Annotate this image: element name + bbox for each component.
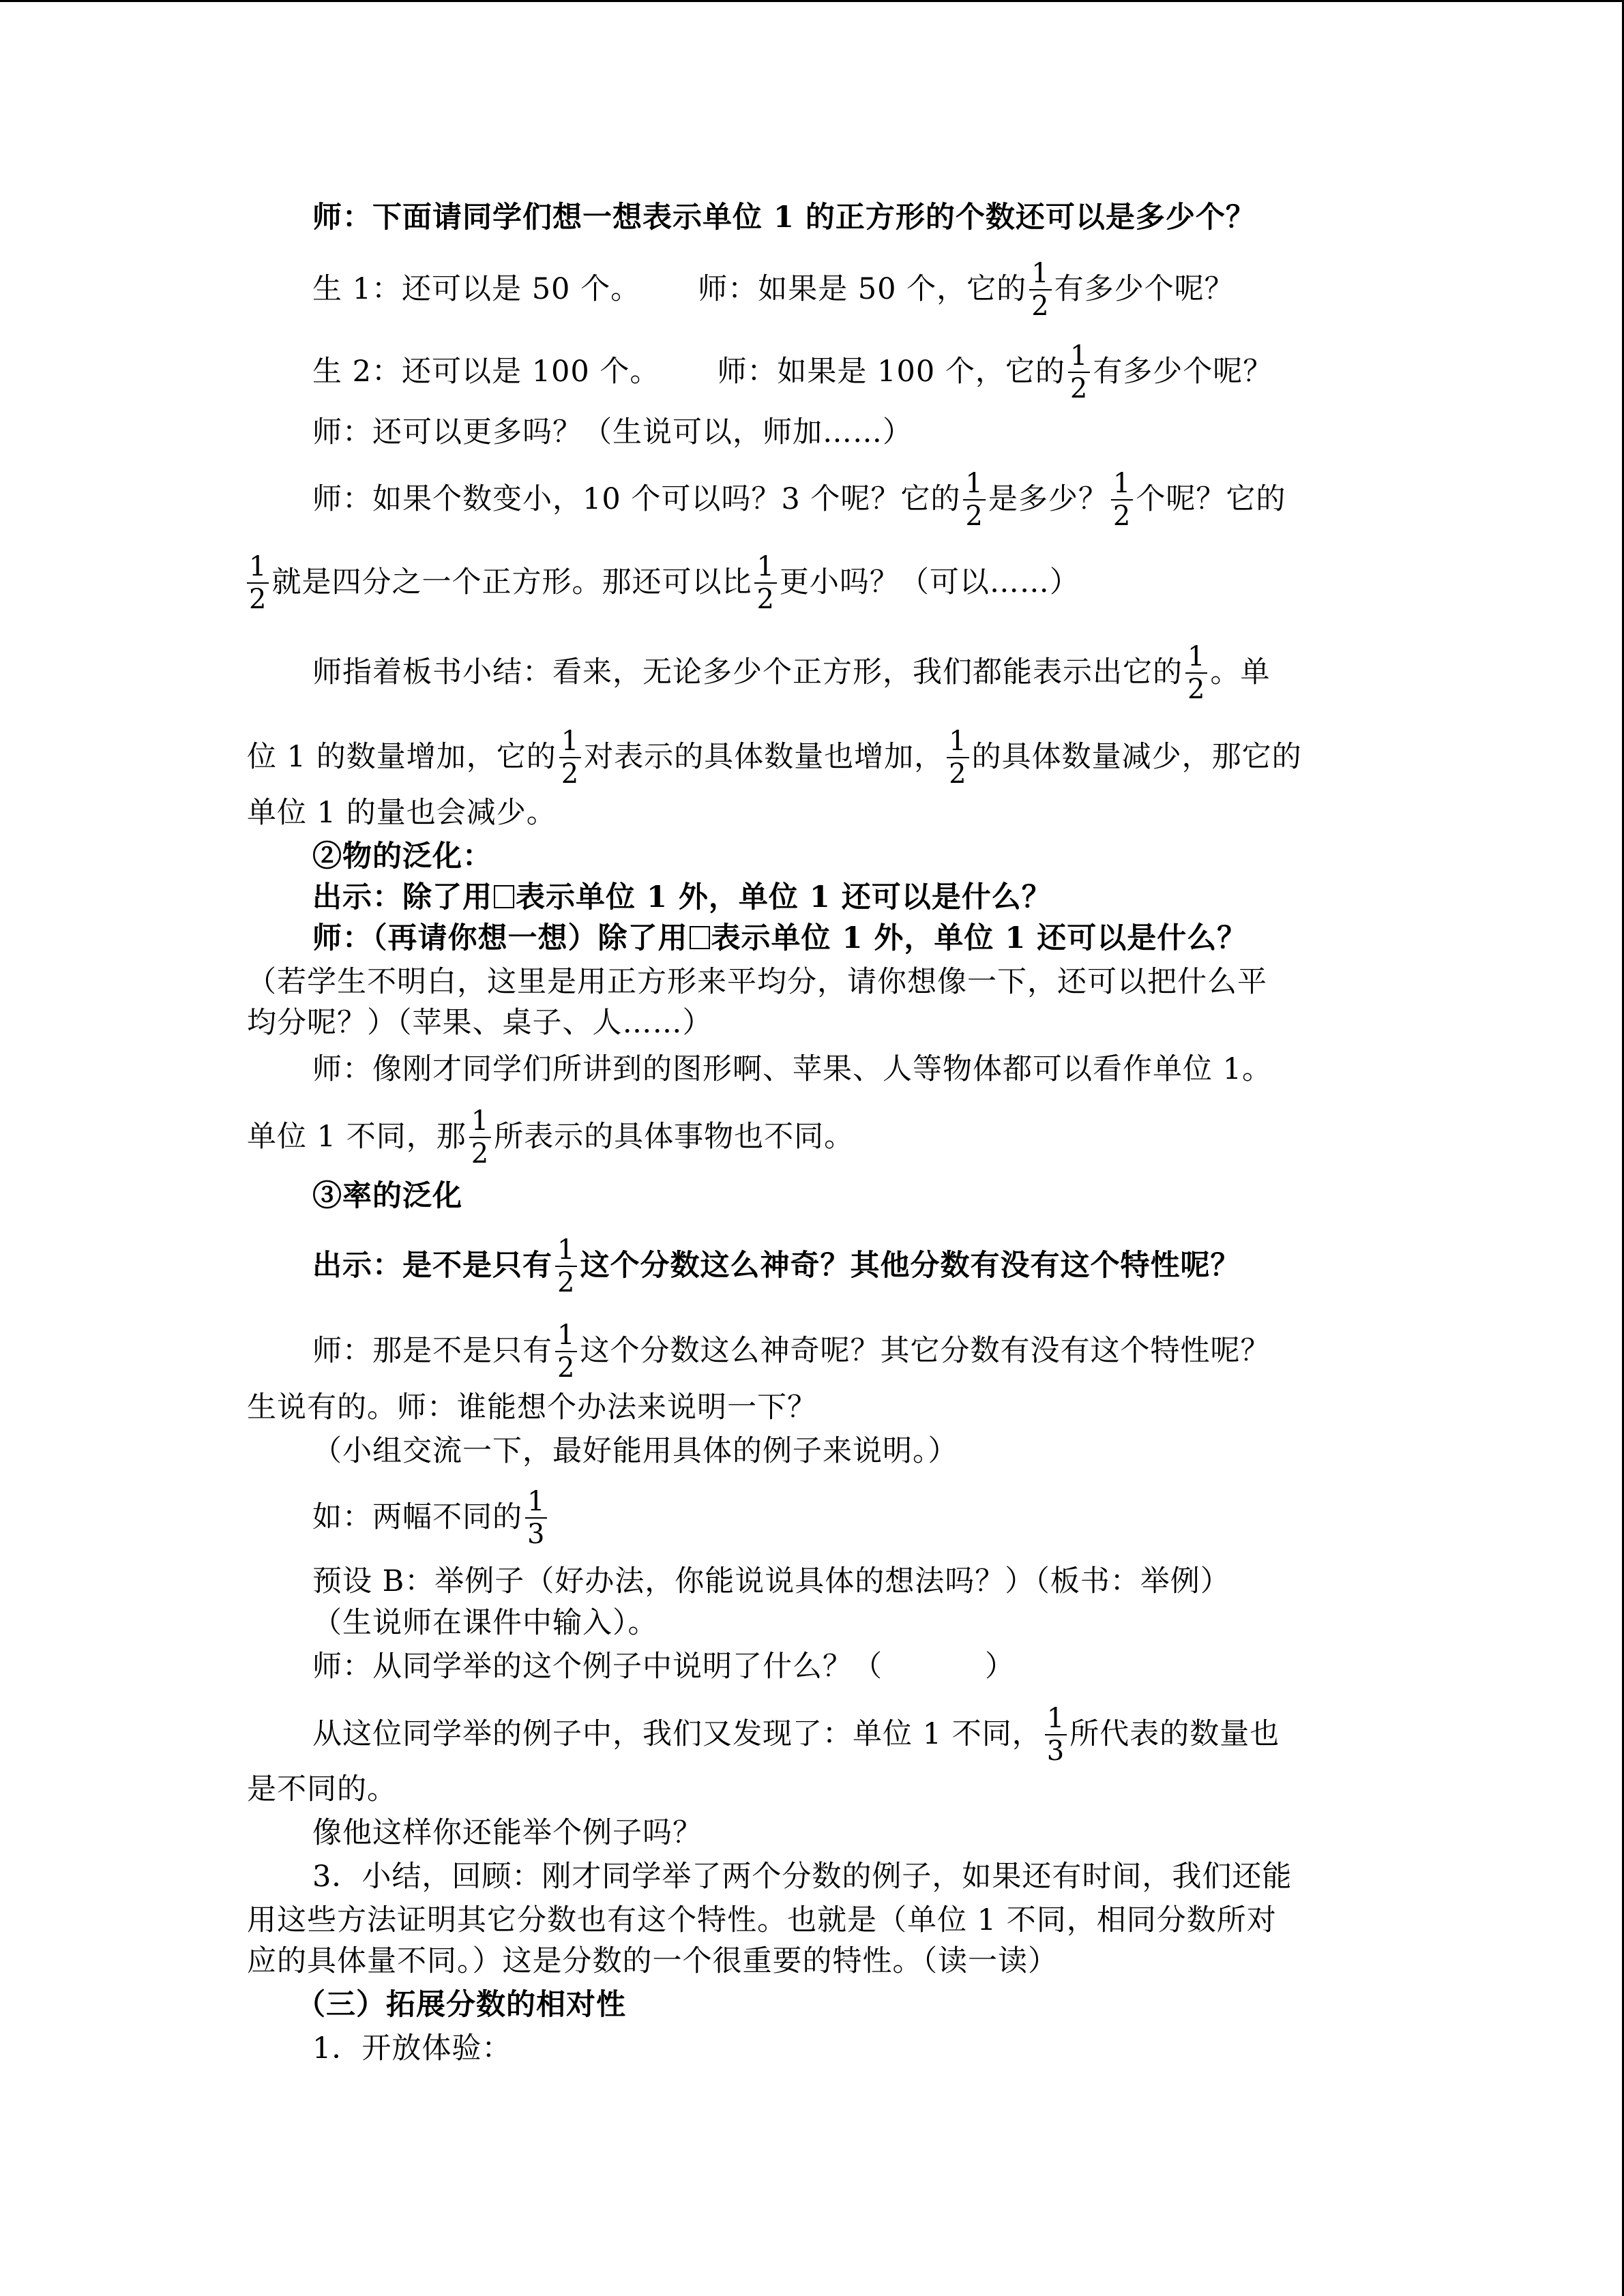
text: 3．小结，回顾：刚才同学举了两个分数的例子，如果还有时间，我们还能 [312,1860,1293,1894]
paragraph-line [312,641,1271,705]
paragraph-line [247,551,1080,615]
text: 师：如果是 100 个，它的 [717,355,1065,389]
text: 这个分数这么神奇？其他分数有没有这个特性呢？ [580,1249,1241,1283]
text: 生 2：还可以是 100 个。 [312,355,660,389]
text: 如：两幅不同的 [312,1500,522,1534]
fraction-one-half: $\frac{1}{2}$ [1185,643,1207,703]
paragraph-line [312,412,913,453]
paragraph-line [247,792,557,833]
section-heading [312,836,492,877]
paragraph-line [312,918,1247,959]
text: 生说有的。师：谁能想个办法来说明一下？ [247,1390,817,1425]
square-symbol [494,885,514,908]
text: 像他这样你还能举个例子吗？ [312,1816,703,1850]
fraction-one-half: $\frac{1}{2}$ [1111,470,1133,530]
text: ②物的泛化： [312,839,492,874]
text: 就是四分之一个正方形。那还可以比 [271,565,752,599]
text: （生说师在课件中输入）。 [312,1606,658,1640]
text: 应的具体量不同。）这是分数的一个很重要的特性。（读一读） [247,1944,1058,1978]
text: 1．开放体验： [312,2031,512,2066]
paragraph-line [312,2028,512,2069]
fraction-one-third: $\frac{1}{3}$ [525,1488,547,1548]
paragraph-line [312,1646,1015,1687]
text: 单位 1 的量也会减少。 [247,796,557,830]
paragraph-line [312,258,1235,322]
section-heading [296,1984,626,2025]
text: 所代表的数量也 [1069,1717,1280,1751]
text: 生 1：还可以是 50 个。 [312,272,641,306]
text: 表示单位 1 外，单位 1 还可以是什么？ [516,880,1052,914]
text: 师指着板书小结：看来，无论多少个正方形，我们都能表示出它的 [312,655,1183,689]
text: 师：那是不是只有 [312,1334,552,1368]
section-heading [312,1176,462,1217]
paragraph-line [247,726,1302,790]
fraction-one-half: $\frac{1}{2}$ [469,1107,491,1167]
text: 是多少？ [988,482,1108,516]
text: 师：下面请同学们想一想表示单位 1 的正方形的个数还可以是多少个？ [312,200,1256,235]
text: 单位 1 不同，那 [247,1120,467,1154]
text: （若学生不明白，这里是用正方形来平均分，请你想像一下，还可以把什么平 [247,965,1267,999]
fraction-one-half: $\frac{1}{2}$ [1068,342,1090,402]
fraction-one-half: $\frac{1}{2}$ [963,470,985,530]
text: 对表示的具体数量也增加， [584,740,945,774]
text: 出示：除了用 [312,880,492,914]
square-symbol [690,926,710,949]
paragraph-line [312,468,1286,532]
text: ③率的泛化 [312,1179,462,1213]
text: 这个分数这么神奇呢？其它分数有没有这个特性呢？ [580,1334,1271,1368]
paragraph-line [312,1431,958,1472]
paragraph-line [312,1602,658,1643]
text: 所表示的具体事物也不同。 [494,1120,855,1154]
text: 从这位同学举的例子中，我们又发现了：单位 1 不同， [312,1717,1042,1751]
paragraph-line [247,1769,397,1810]
text: 表示单位 1 外，单位 1 还可以是什么？ [711,921,1247,955]
fraction-one-half: $\frac{1}{2}$ [559,728,581,788]
text: 均分呢？）（苹果、桌子、人……） [247,1006,713,1040]
paragraph-line [247,1941,1058,1982]
text: 师：从同学举的这个例子中说明了什么？（ [312,1650,883,1684]
text: 。单 [1210,655,1271,689]
paragraph-line [312,340,1273,404]
text: 师：还可以更多吗？（生说可以，师加……） [312,415,913,449]
paragraph-line [247,961,1267,1002]
paragraph-line [312,1320,1271,1384]
text: （三）拓展分数的相对性 [296,1988,626,2022]
paragraph-line [312,197,1256,238]
text: 师：像刚才同学们所讲到的图形啊、苹果、人等物体都可以看作单位 1。 [312,1052,1273,1086]
text: 有多少个呢？ [1093,355,1273,389]
text: 用这些方法证明其它分数也有这个特性。也就是（单位 1 不同，相同分数所对 [247,1903,1277,1937]
paragraph-line [312,1486,550,1550]
paragraph-line [312,1856,1292,1897]
text: （小组交流一下，最好能用具体的例子来说明。） [312,1434,958,1468]
text: 师：（再请你想一想）除了用 [312,921,688,955]
text: 的具体数量减少，那它的 [971,740,1302,774]
text: 是不同的。 [247,1772,397,1806]
text: ） [985,1650,1015,1684]
fraction-one-half: $\frac{1}{2}$ [754,553,776,613]
paragraph-line [247,1900,1277,1941]
paragraph-line [312,1561,1230,1602]
text: 位 1 的数量增加，它的 [247,740,557,774]
text: 更小吗？（可以……） [779,565,1080,599]
paragraph-line [312,1813,703,1853]
text: 出示：是不是只有 [312,1249,552,1283]
paragraph-line [312,877,1052,918]
fraction-one-half: $\frac{1}{2}$ [555,1236,577,1296]
paragraph-line [312,1049,1272,1090]
fraction-one-half: $\frac{1}{2}$ [947,728,969,788]
text: 个呢？它的 [1136,482,1286,516]
fraction-one-half: $\frac{1}{2}$ [555,1322,577,1382]
text: 预设 B：举例子（好办法，你能说说具体的想法吗？）（板书：举例） [312,1564,1230,1598]
paragraph-line [312,1703,1280,1767]
paragraph-line [247,1002,713,1043]
page-top-border [0,0,1624,2]
fraction-one-half: $\frac{1}{2}$ [247,553,269,613]
text: 有多少个呢？ [1054,272,1235,306]
paragraph-line [247,1105,855,1169]
fraction-one-third: $\frac{1}{3}$ [1045,1705,1067,1765]
fraction-one-half: $\frac{1}{2}$ [1029,260,1051,320]
paragraph-line [312,1234,1241,1298]
text: 师：如果是 50 个，它的 [698,272,1027,306]
text: 师：如果个数变小，10 个可以吗？3 个呢？它的 [312,482,961,516]
paragraph-line [247,1387,817,1428]
